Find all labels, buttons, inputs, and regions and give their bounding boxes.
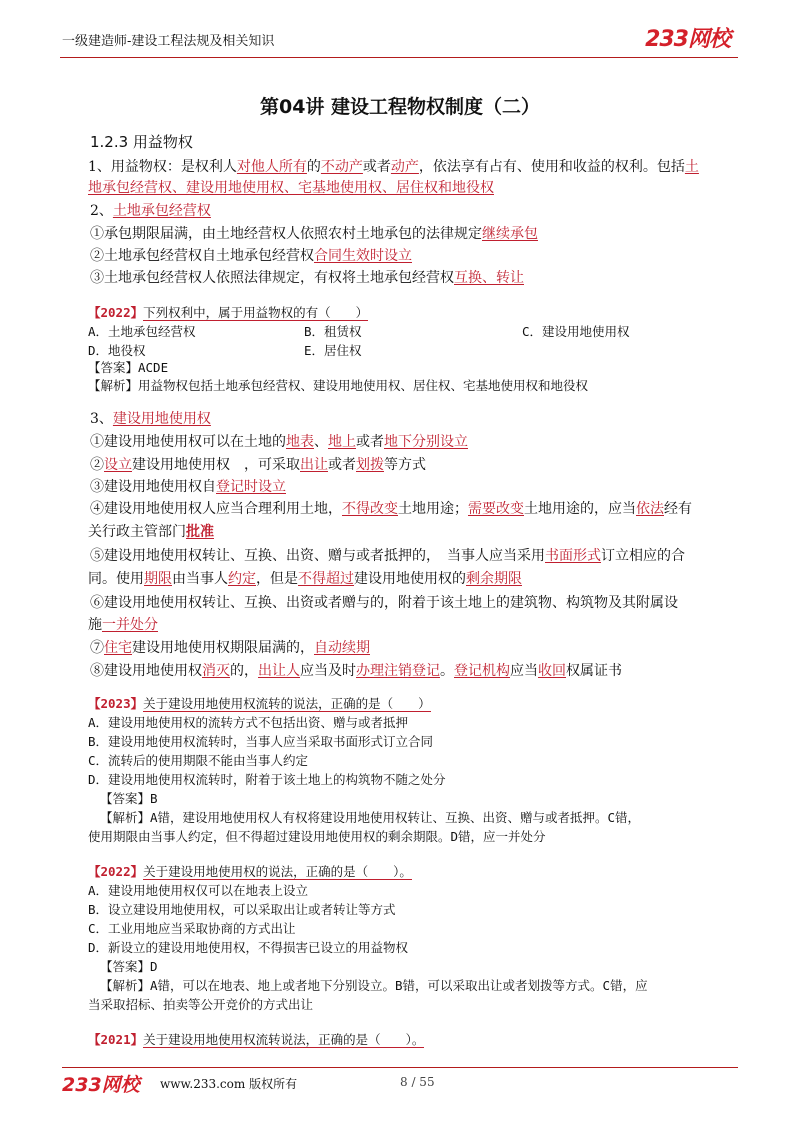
question-2022-b: 【2022】关于建设用地使用权的说法，正确的是（ ）。 [88,864,412,879]
option-e: E．居住权 [304,343,362,358]
header-title: 一级建造师-建设工程法规及相关知识 [62,34,275,49]
q2022b-option-a: A．建设用地使用权仅可以在地表上设立 [88,883,309,898]
option-b: B．租赁权 [304,324,362,339]
q2023-answer: 【答案】B [100,791,158,806]
q2022b-option-b: B．设立建设用地使用权，可以采取出让或者转让等方式 [88,902,396,917]
land-item-6-cont: 施一并处分 [88,617,158,633]
header-divider [60,57,738,58]
document-title: 第04讲 建设工程物权制度（二） [259,96,541,118]
q2022b-answer: 【答案】D [100,959,158,974]
question-2021: 【2021】关于建设用地使用权流转说法，正确的是（ ）。 [88,1032,425,1047]
land-item-2: ②设立建设用地使用权 ，可采取出让或者划拨等方式 [90,457,426,473]
land-item-1: ①建设用地使用权可以在土地的地表、地上或者地下分别设立 [90,434,468,450]
paragraph-1: 1、用益物权：是权利人对他人所有的不动产或者动产，依法享有占有、使用和收益的权利。包括土 [88,159,699,175]
land-item-5: ⑤建设用地使用权转让、互换、出资、赠与或者抵押的， 当事人应当采用书面形式订立相应的合 [90,548,685,564]
footer-logo: 233网校 [62,1074,140,1096]
item-2: ②土地承包经营权自土地承包经营权合同生效时设立 [90,248,412,264]
land-item-3: ③建设用地使用权自登记时设立 [90,479,286,495]
heading-land-contract: 2、土地承包经营权 [90,203,211,219]
q2023-option-b: B．建设用地使用权流转时，当事人应当采取书面形式订立合同 [88,734,434,749]
item-1: ①承包期限届满，由土地经营权人依照农村土地承包的法律规定继续承包 [90,226,538,242]
land-item-6: ⑥建设用地使用权转让、互换、出资或者赠与的，附着于该土地上的建筑物、构筑物及其附属设 [90,595,678,611]
q2023-explanation-cont: 使用期限由当事人约定，但不得超过建设用地使用权的剩余期限。D错，应一并处分 [88,829,546,844]
answer: 【答案】ACDE [88,360,169,375]
q2023-explanation: 【解析】A错，建设用地使用权人有权将建设用地使用权转让、互换、出资、赠与或者抵押。C错， [100,810,641,825]
footer-divider [62,1067,738,1068]
land-item-5-cont: 同。使用期限由当事人约定，但是不得超过建设用地使用权的剩余期限 [88,571,522,587]
footer-site: www.233.com 版权所有 [160,1077,298,1091]
q2022b-option-c: C．工业用地应当采取协商的方式出让 [88,921,296,936]
q2023-option-a: A．建设用地使用权的流转方式不包括出资、赠与或者抵押 [88,715,409,730]
land-item-4: ④建设用地使用权人应当合理利用土地，不得改变土地用途；需要改变土地用途的，应当依法经有 [90,501,692,517]
section-heading: 1.2.3 用益物权 [90,133,193,151]
heading-construction-land: 3、建设用地使用权 [90,411,211,427]
page-number: 8 / 55 [400,1075,435,1089]
paragraph-1-cont: 地承包经营权、建设用地使用权、宅基地使用权、居住权和地役权 [88,180,494,196]
option-c: C．建设用地使用权 [522,324,630,339]
q2023-option-d: D．建设用地使用权流转时，附着于该土地上的构筑物不随之处分 [88,772,446,787]
option-d: D．地役权 [88,343,146,358]
explanation: 【解析】用益物权包括土地承包经营权、建设用地使用权、居住权、宅基地使用权和地役权 [88,378,589,393]
land-item-4-cont: 关行政主管部门批准 [88,524,214,540]
question-2023: 【2023】关于建设用地使用权流转的说法，正确的是（ ） [88,696,431,711]
item-3: ③土地承包经营权人依照法律规定，有权将土地承包经营权互换、转让 [90,270,524,286]
land-item-8: ⑧建设用地使用权消灭的，出让人应当及时办理注销登记。登记机构应当收回权属证书 [90,663,622,679]
question-2022-a: 【2022】下列权利中，属于用益物权的有（ ） [88,305,369,320]
q2022b-option-d: D．新设立的建设用地使用权，不得损害已设立的用益物权 [88,940,409,955]
brand-logo: 233网校 [645,27,730,52]
q2022b-explanation: 【解析】A错，可以在地表、地上或者地下分别设立。B错，可以采取出让或者划拨等方式。C错，应 [100,978,648,993]
q2023-option-c: C．流转后的使用期限不能由当事人约定 [88,753,309,768]
q2022b-explanation-cont: 当采取招标、拍卖等公开竞价的方式出让 [88,997,314,1012]
option-a: A．土地承包经营权 [88,324,196,339]
land-item-7: ⑦住宅建设用地使用权期限届满的，自动续期 [90,640,370,656]
